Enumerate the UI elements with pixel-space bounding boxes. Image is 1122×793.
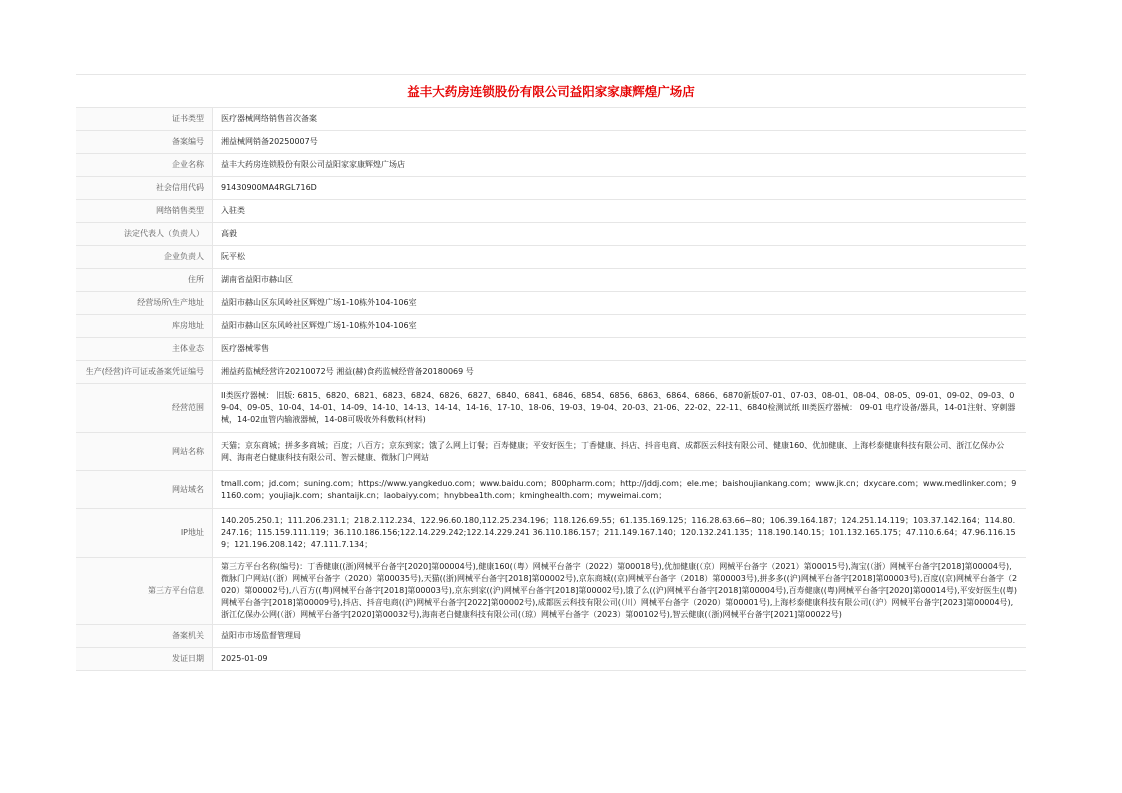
row-website-name [76, 433, 1026, 471]
row-credit-code [76, 177, 1026, 200]
row-value: 益丰大药房连锁股份有限公司益阳家家康辉煌广场店 [213, 154, 1027, 177]
row-value: 阮平松 [213, 246, 1027, 269]
row-value: 第三方平台名称(编号)：丁香健康((浙)网械平台备字[2020]第00004号),健康160(（粤）网械平台备字（2022）第00018号),优加健康(（京）网械平台备字（2021）第00015号),淘宝(（浙）网械平台备字[2018]第00004号),微脉门户网站(（浙）网械平台备字（2020）第00035号),天猫((浙)网械平台备字[2018]第00002号),京东商城((京)网械平台备字（2018）第00003号),拼多多((沪)网械平台备字[2018]第00003号),百度((京)网械平台备字（2020）第00002号),八百方((粤)网械平台备字[2018]第00003号),京东到家((沪)网械平台备字[2018]第00002号),饿了么((沪)网械平台备字[2018]第00004号),百寿健康((粤)网械平台备字[2020]第00014号),平安好医生((粤)网械平台备字[2018]第00009号),抖店、抖音电商((沪)网械平台备字[2022]第00002号),成都医云科技有限公司(（川）网械平台备字（2020）第00001号),上海杉泰健康科技有限公司(（沪）网械平台备字[2023]第00004号),浙江亿保办公网(（浙）网械平台备字[2020]第00032号),海南老白健康科技有限公司(（琼）网械平台备字（2023）第00102号),智云健康(（浙)网械平台备字[2021]第00022号) [213, 558, 1027, 625]
row-label: 社会信用代码 [76, 177, 213, 200]
row-value: 湘益药监械经营许20210072号 湘益(赫)食药监械经营备20180069 号 [213, 361, 1027, 384]
row-label: 企业名称 [76, 154, 213, 177]
row-label: 发证日期 [76, 648, 213, 671]
row-value: 2025-01-09 [213, 648, 1027, 671]
row-label: 网站域名 [76, 471, 213, 509]
row-value: 湘益械网销备20250007号 [213, 131, 1027, 154]
page-title: 益丰大药房连锁股份有限公司益阳家家康辉煌广场店 [407, 84, 695, 99]
record-sheet [76, 74, 1026, 671]
row-ip-address [76, 509, 1026, 558]
row-business-address [76, 292, 1026, 315]
row-label: 第三方平台信息 [76, 558, 213, 625]
record-table [76, 108, 1026, 671]
row-website-domain [76, 471, 1026, 509]
row-warehouse-address [76, 315, 1026, 338]
row-business-format [76, 338, 1026, 361]
row-label: 经营场所\生产地址 [76, 292, 213, 315]
row-issue-date [76, 648, 1026, 671]
row-label: 经营范围 [76, 384, 213, 433]
row-record-number [76, 131, 1026, 154]
row-company-head [76, 246, 1026, 269]
row-label: 备案机关 [76, 625, 213, 648]
row-label: 库房地址 [76, 315, 213, 338]
row-label: 生产(经营)许可证或备案凭证编号 [76, 361, 213, 384]
row-value: 益阳市赫山区东风岭社区辉煌广场1-10栋外104-106室 [213, 292, 1027, 315]
row-residence [76, 269, 1026, 292]
row-record-authority [76, 625, 1026, 648]
row-legal-representative [76, 223, 1026, 246]
row-label: 网络销售类型 [76, 200, 213, 223]
row-value: 高毅 [213, 223, 1027, 246]
row-value: 湖南省益阳市赫山区 [213, 269, 1027, 292]
row-label: 网站名称 [76, 433, 213, 471]
row-label: 证书类型 [76, 108, 213, 131]
row-sales-type [76, 200, 1026, 223]
row-value: tmall.com；jd.com；suning.com；https://www.yangkeduo.com；www.baidu.com；800pharm.com；http://jddj.com；ele.me；baishoujiankang.com；www.jk.cn；dxycare.com；www.medlinker.com；91160.com；youjiajk.com；shantaijk.cn；laobaiyy.com；hnybbea1th.com；kminghealth.com；myweimai.com； [213, 471, 1027, 509]
row-third-party-platform [76, 558, 1026, 625]
title-row [76, 74, 1026, 108]
row-label: 主体业态 [76, 338, 213, 361]
row-value: 益阳市市场监督管理局 [213, 625, 1027, 648]
row-business-scope [76, 384, 1026, 433]
row-certificate-type [76, 108, 1026, 131]
row-value: 医疗器械零售 [213, 338, 1027, 361]
row-value: II类医疗器械： 旧版: 6815、6820、6821、6823、6824、6826、6827、6840、6841、6846、6854、6856、6863、6864、6866、6870新版07-01、07-03、08-01、08-04、08-05、09-01、09-02、09-03、09-04、09-05、10-04、14-01、14-09、14-10、14-13、14-14、14-16、17-10、18-06、19-03、19-04、20-03、21-06、22-02、22-11、6840检测试纸 III类医疗器械： 09-01 电疗设备/器具，14-01注射、穿刺器械，14-02血管内输液器械，14-08可吸收外科敷料(材料) [213, 384, 1027, 433]
row-value: 医疗器械网络销售首次备案 [213, 108, 1027, 131]
row-label: 备案编号 [76, 131, 213, 154]
row-label: 企业负责人 [76, 246, 213, 269]
row-label: IP地址 [76, 509, 213, 558]
row-label: 住所 [76, 269, 213, 292]
row-value: 91430900MA4RGL716D [213, 177, 1027, 200]
row-value: 天猫；京东商城；拼多多商城；百度；八百方；京东到家；饿了么网上订餐；百寿健康；平安好医生；丁香健康、抖店、抖音电商、成都医云科技有限公司、健康160、优加健康、上海杉泰健康科技有限公司、浙江亿保办公网、海南老白健康科技有限公司、智云健康、微脉门户网站 [213, 433, 1027, 471]
row-value: 益阳市赫山区东风岭社区辉煌广场1-10栋外104-106室 [213, 315, 1027, 338]
row-license-number [76, 361, 1026, 384]
row-value: 140.205.250.1；111.206.231.1；218.2.112.234、122.96.60.180,112.25.234.196；118.126.69.55；61.135.169.125；116.28.63.66~80；106.39.164.187；124.251.14.119；103.37.142.164；114.80.247.16；115.159.111.119；36.110.186.156;122.14.229.242;122.14.229.241 36.110.186.157；211.149.167.140；120.132.241.135；118.190.140.15；101.132.165.175；47.110.6.64；47.96.116.159；121.196.208.142；47.111.7.134； [213, 509, 1027, 558]
row-value: 入驻类 [213, 200, 1027, 223]
row-company-name [76, 154, 1026, 177]
row-label: 法定代表人（负责人） [76, 223, 213, 246]
